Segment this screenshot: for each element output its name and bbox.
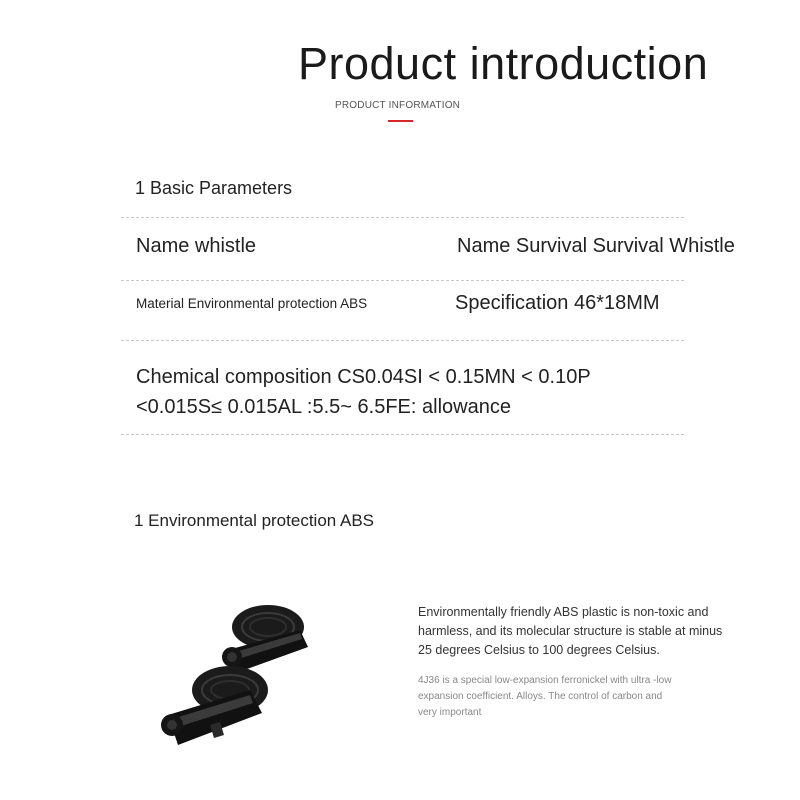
environmental-heading: 1 Environmental protection ABS	[134, 511, 375, 530]
chemical-composition	[136, 362, 591, 422]
environmental-description: Environmentally friendly ABS plastic is non-toxic and harmless, and its molecular structure is stable at minus 25 degrees Celsius to 100 degrees Celsius.	[418, 605, 723, 657]
basic-parameters-heading: 1 Basic Parameters	[135, 178, 293, 198]
page-title: Product introduction	[298, 38, 709, 89]
environmental-note: 4J36 is a special low-expansion ferronickel with ultra -low expansion coefficient. Alloys. The control of carbon and very important	[418, 675, 672, 718]
divider	[121, 434, 684, 435]
chemical-line-2: <0.015S≤ 0.015AL :5.5~ 6.5FE: allowance	[136, 396, 511, 418]
whistle-front-icon	[161, 666, 268, 745]
accent-bar	[388, 120, 413, 122]
chemical-line-1: Chemical composition CS0.04SI < 0.15MN < 0.10P	[136, 366, 591, 388]
divider	[121, 217, 684, 218]
page-subtitle: PRODUCT INFORMATION	[335, 100, 461, 111]
divider	[121, 340, 684, 341]
name-left-cell: Name whistle	[136, 235, 257, 257]
divider	[121, 280, 684, 281]
whistle-back-icon	[222, 605, 308, 673]
specification-cell: Specification 46*18MM	[455, 292, 660, 314]
material-cell: Material Environmental protection ABS	[136, 296, 368, 311]
name-right-cell: Name Survival Survival Whistle	[457, 235, 735, 257]
whistle-pair-icon	[150, 595, 350, 775]
